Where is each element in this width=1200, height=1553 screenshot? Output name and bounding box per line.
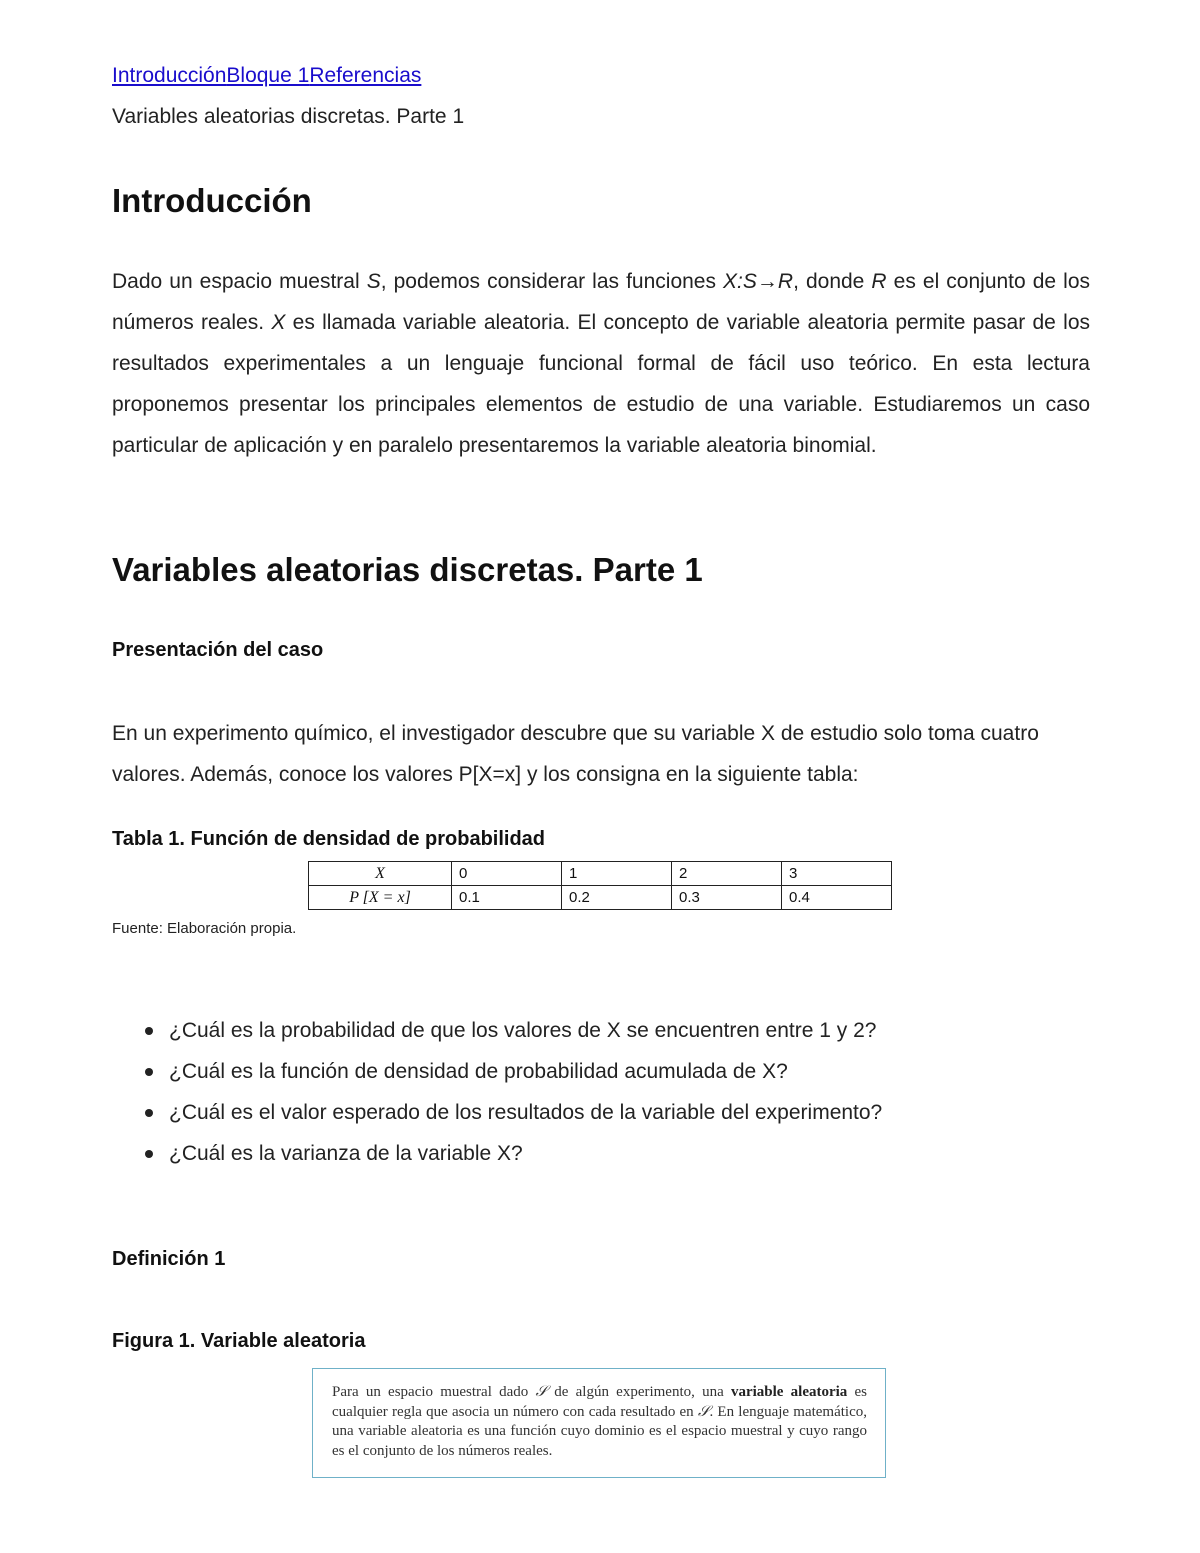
table-row-label: X: [309, 862, 452, 886]
table-cell: 1: [562, 862, 672, 886]
nav-link-introduccion[interactable]: Introducción: [112, 64, 227, 87]
breadcrumb-nav: [112, 62, 421, 90]
table-caption: Tabla 1. Función de densidad de probabilidad: [112, 828, 546, 850]
probability-table: [308, 861, 892, 910]
table-row: [309, 862, 892, 886]
bullet-icon: [145, 1027, 153, 1035]
list-item: ¿Cuál es la función de densidad de probabilidad acumulada de X?: [112, 1051, 1090, 1092]
bullet-icon: [145, 1150, 153, 1158]
table-row-label: P [X = x]: [309, 886, 452, 910]
table-cell: 2: [672, 862, 782, 886]
table-cell: 3: [782, 862, 892, 886]
intro-heading: Introducción: [112, 182, 312, 219]
table-cell: 0.3: [672, 886, 782, 910]
figure-caption: Figura 1. Variable aleatoria: [112, 1330, 366, 1352]
definition-heading: Definición 1: [112, 1248, 226, 1270]
bullet-icon: [145, 1109, 153, 1117]
nav-link-bloque-1[interactable]: Bloque 1: [226, 64, 310, 87]
table-cell: 0: [452, 862, 562, 886]
case-paragraph: En un experimento químico, el investigador descubre que su variable X de estudio solo toma cuatro valores. Además, conoce los valores P[X=x] y los consigna en la siguiente tabla:: [112, 722, 1039, 786]
intro-paragraph: Dado un espacio muestral S, podemos considerar las funciones X:S→R, donde R es el conjunto de los números reales. X es llamada variable aleatoria. El concepto de variable aleatoria permite pasar de los resultados experimentales a un lenguaje funcional formal de fácil uso teórico. En esta lectura proponemos presentar los principales elementos de estudio de una variable. Estudiaremos un caso particular de aplicación y en paralelo presentaremos la variable aleatoria binomial.: [112, 270, 1091, 457]
list-item: ¿Cuál es la varianza de la variable X?: [112, 1133, 1090, 1174]
section-heading: Variables aleatorias discretas. Parte 1: [112, 551, 703, 588]
table-row: [309, 886, 892, 910]
questions-list: [112, 1010, 1090, 1174]
case-heading: Presentación del caso: [112, 639, 324, 661]
table-cell: 0.2: [562, 886, 672, 910]
table-cell: 0.1: [452, 886, 562, 910]
table-source: Fuente: Elaboración propia.: [112, 920, 297, 937]
document-subtitle: Variables aleatorias discretas. Parte 1: [112, 105, 465, 128]
bullet-icon: [145, 1068, 153, 1076]
definition-figure: Para un espacio muestral dado 𝒮 de algún experimento, una variable aleatoria es cualquier regla que asocia un número con cada resultado en 𝒮. En lenguaje matemático, una variable aleatoria es una función cuyo dominio es el espacio muestral y cuyo rango es el conjunto de los números reales.: [312, 1368, 886, 1478]
nav-link-referencias[interactable]: Referencias: [309, 64, 422, 87]
table-cell: 0.4: [782, 886, 892, 910]
list-item: ¿Cuál es el valor esperado de los resultados de la variable del experimento?: [112, 1092, 1090, 1133]
list-item: ¿Cuál es la probabilidad de que los valores de X se encuentren entre 1 y 2?: [112, 1010, 1090, 1051]
